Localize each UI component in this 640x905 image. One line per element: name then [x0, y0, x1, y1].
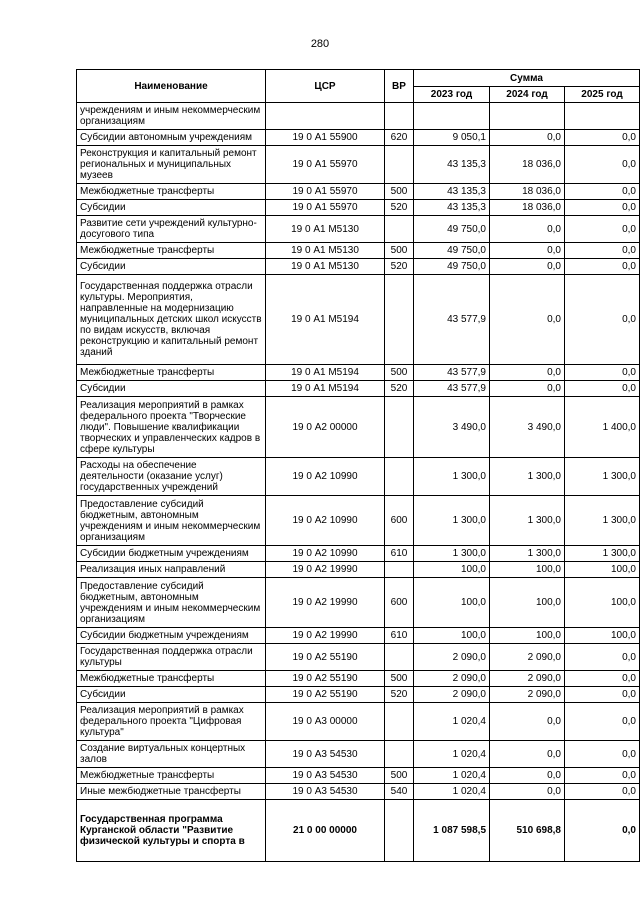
cell-vr: 610 [385, 628, 414, 644]
table-row [77, 644, 640, 671]
cell-2024: 1 300,0 [490, 496, 565, 546]
cell-2025: 0,0 [565, 741, 640, 768]
cell-name: Иные межбюджетные трансферты [77, 784, 266, 800]
cell-2023: 100,0 [414, 578, 490, 628]
cell-vr [385, 397, 414, 458]
cell-csr: 19 0 А1 55900 [266, 130, 385, 146]
cell-name: Межбюджетные трансферты [77, 365, 266, 381]
cell-2023: 43 577,9 [414, 365, 490, 381]
cell-2024: 0,0 [490, 275, 565, 365]
table-row [77, 546, 640, 562]
cell-2023: 1 020,4 [414, 768, 490, 784]
table-row [77, 671, 640, 687]
cell-name: Государственная поддержка отрасли культуры [77, 644, 266, 671]
cell-2025: 1 300,0 [565, 496, 640, 546]
page-number: 280 [310, 38, 330, 50]
cell-csr: 19 0 А2 19990 [266, 628, 385, 644]
cell-csr: 19 0 А1 М5130 [266, 216, 385, 243]
cell-vr [385, 216, 414, 243]
cell-2024: 0,0 [490, 216, 565, 243]
table-row [77, 628, 640, 644]
cell-2023: 1 300,0 [414, 458, 490, 496]
header-vr: ВР [385, 70, 414, 103]
cell-2024: 100,0 [490, 562, 565, 578]
table-row [77, 200, 640, 216]
cell-csr: 19 0 А2 19990 [266, 578, 385, 628]
cell-2024: 18 036,0 [490, 146, 565, 184]
table-row [77, 259, 640, 275]
cell-name: Развитие сети учреждений культурно-досугового типа [77, 216, 266, 243]
table-row [77, 146, 640, 184]
cell-name: Реализация иных направлений [77, 562, 266, 578]
cell-2025: 0,0 [565, 243, 640, 259]
cell-vr: 520 [385, 200, 414, 216]
cell-vr: 500 [385, 671, 414, 687]
cell-2024: 0,0 [490, 703, 565, 741]
cell-2024: 0,0 [490, 259, 565, 275]
table-row [77, 130, 640, 146]
cell-vr [385, 458, 414, 496]
cell-2025: 100,0 [565, 578, 640, 628]
cell-2024: 0,0 [490, 243, 565, 259]
table-row [77, 741, 640, 768]
cell-2025: 0,0 [565, 703, 640, 741]
cell-2023: 49 750,0 [414, 243, 490, 259]
cell-csr: 19 0 А3 54530 [266, 768, 385, 784]
cell-vr: 520 [385, 687, 414, 703]
cell-2023: 49 750,0 [414, 216, 490, 243]
cell-name: Межбюджетные трансферты [77, 243, 266, 259]
cell-2023: 49 750,0 [414, 259, 490, 275]
cell-csr: 21 0 00 00000 [266, 800, 385, 862]
cell-2023: 3 490,0 [414, 397, 490, 458]
cell-name: Государственная программа Курганской области "Развитие физической культуры и спорта в [77, 800, 266, 862]
cell-2024: 0,0 [490, 768, 565, 784]
cell-2023: 1 020,4 [414, 741, 490, 768]
cell-name: Субсидии [77, 687, 266, 703]
cell-vr: 520 [385, 259, 414, 275]
table-row [77, 365, 640, 381]
cell-vr [385, 741, 414, 768]
cell-vr [385, 562, 414, 578]
cell-vr: 500 [385, 184, 414, 200]
table-body [77, 103, 640, 862]
cell-name: Предоставление субсидий бюджетным, автономным учреждениям и иным некоммерческим организациям [77, 496, 266, 546]
cell-2024 [490, 103, 565, 130]
cell-csr: 19 0 А1 55970 [266, 184, 385, 200]
cell-name: Субсидии [77, 259, 266, 275]
cell-2024: 2 090,0 [490, 671, 565, 687]
table-row [77, 578, 640, 628]
cell-vr: 500 [385, 365, 414, 381]
cell-2025: 0,0 [565, 184, 640, 200]
table-row [77, 397, 640, 458]
cell-2024: 0,0 [490, 365, 565, 381]
cell-csr: 19 0 А2 10990 [266, 546, 385, 562]
cell-name: Межбюджетные трансферты [77, 184, 266, 200]
cell-2023: 100,0 [414, 562, 490, 578]
cell-2025: 1 300,0 [565, 458, 640, 496]
cell-2023: 43 135,3 [414, 146, 490, 184]
cell-name: Субсидии бюджетным учреждениям [77, 628, 266, 644]
cell-vr [385, 800, 414, 862]
cell-2025: 100,0 [565, 562, 640, 578]
header-name: Наименование [77, 70, 266, 103]
cell-csr [266, 103, 385, 130]
cell-2025: 0,0 [565, 259, 640, 275]
cell-2023: 43 135,3 [414, 184, 490, 200]
cell-2023: 1 020,4 [414, 784, 490, 800]
cell-name: Создание виртуальных концертных залов [77, 741, 266, 768]
cell-vr [385, 275, 414, 365]
cell-2025: 0,0 [565, 768, 640, 784]
table-row [77, 216, 640, 243]
table-row [77, 103, 640, 130]
cell-2023 [414, 103, 490, 130]
cell-2023: 1 300,0 [414, 496, 490, 546]
cell-csr: 19 0 А2 10990 [266, 458, 385, 496]
cell-2025: 0,0 [565, 784, 640, 800]
cell-2025: 0,0 [565, 365, 640, 381]
cell-vr [385, 103, 414, 130]
cell-vr: 600 [385, 578, 414, 628]
table-row [77, 275, 640, 365]
cell-2024: 100,0 [490, 578, 565, 628]
table-row [77, 703, 640, 741]
cell-name: Межбюджетные трансферты [77, 768, 266, 784]
cell-2025: 0,0 [565, 800, 640, 862]
cell-2024: 1 300,0 [490, 458, 565, 496]
cell-2023: 2 090,0 [414, 644, 490, 671]
cell-name: Реализация мероприятий в рамках федерального проекта "Творческие люди". Повышение квалификации творческих и управленческих кадров в сфере культуры [77, 397, 266, 458]
cell-csr: 19 0 А2 55190 [266, 687, 385, 703]
cell-csr: 19 0 А3 54530 [266, 784, 385, 800]
cell-name: Межбюджетные трансферты [77, 671, 266, 687]
cell-2025: 0,0 [565, 130, 640, 146]
cell-csr: 19 0 А1 55970 [266, 146, 385, 184]
cell-2023: 1 020,4 [414, 703, 490, 741]
cell-2023: 43 135,3 [414, 200, 490, 216]
header-sum: Сумма [414, 70, 640, 87]
cell-csr: 19 0 А2 10990 [266, 496, 385, 546]
cell-2025: 0,0 [565, 381, 640, 397]
cell-name: Субсидии автономным учреждениям [77, 130, 266, 146]
table-row [77, 243, 640, 259]
table-row [77, 800, 640, 862]
cell-name: Государственная поддержка отрасли культуры. Мероприятия, направленные на модернизацию муниципальных детских школ искусств по видам искусств, включая реконструкцию и капитальный ремонт зданий [77, 275, 266, 365]
cell-csr: 19 0 А1 55970 [266, 200, 385, 216]
cell-vr [385, 703, 414, 741]
cell-vr: 500 [385, 243, 414, 259]
table-row [77, 184, 640, 200]
cell-2024: 1 300,0 [490, 546, 565, 562]
cell-csr: 19 0 А1 М5130 [266, 259, 385, 275]
cell-2025: 0,0 [565, 687, 640, 703]
cell-csr: 19 0 А2 19990 [266, 562, 385, 578]
cell-csr: 19 0 А2 55190 [266, 644, 385, 671]
table-row [77, 496, 640, 546]
cell-2024: 0,0 [490, 784, 565, 800]
cell-name: Реализация мероприятий в рамках федерального проекта "Цифровая культура" [77, 703, 266, 741]
cell-2024: 18 036,0 [490, 200, 565, 216]
cell-name: Субсидии [77, 200, 266, 216]
header-2024: 2024 год [490, 87, 565, 103]
cell-csr: 19 0 А2 00000 [266, 397, 385, 458]
cell-vr: 540 [385, 784, 414, 800]
cell-2023: 100,0 [414, 628, 490, 644]
cell-2024: 100,0 [490, 628, 565, 644]
header-csr: ЦСР [266, 70, 385, 103]
cell-2024: 510 698,8 [490, 800, 565, 862]
cell-2024: 0,0 [490, 741, 565, 768]
table-row [77, 381, 640, 397]
cell-2024: 2 090,0 [490, 687, 565, 703]
budget-table [76, 69, 640, 862]
cell-2025: 1 400,0 [565, 397, 640, 458]
cell-vr [385, 644, 414, 671]
cell-name: Расходы на обеспечение деятельности (оказание услуг) государственных учреждений [77, 458, 266, 496]
cell-csr: 19 0 А2 55190 [266, 671, 385, 687]
cell-2024: 0,0 [490, 130, 565, 146]
cell-csr: 19 0 А3 54530 [266, 741, 385, 768]
cell-2024: 0,0 [490, 381, 565, 397]
cell-2023: 43 577,9 [414, 275, 490, 365]
cell-name: Реконструкция и капитальный ремонт региональных и муниципальных музеев [77, 146, 266, 184]
cell-2023: 9 050,1 [414, 130, 490, 146]
cell-2025: 0,0 [565, 146, 640, 184]
cell-name: учреждениям и иным некоммерческим организациям [77, 103, 266, 130]
table-row [77, 784, 640, 800]
cell-csr: 19 0 А1 М5130 [266, 243, 385, 259]
cell-2023: 1 300,0 [414, 546, 490, 562]
cell-csr: 19 0 А1 М5194 [266, 365, 385, 381]
cell-2025: 0,0 [565, 644, 640, 671]
cell-2023: 43 577,9 [414, 381, 490, 397]
cell-name: Субсидии [77, 381, 266, 397]
cell-csr: 19 0 А1 М5194 [266, 275, 385, 365]
table-row [77, 562, 640, 578]
header-2023: 2023 год [414, 87, 490, 103]
cell-2025 [565, 103, 640, 130]
cell-vr: 500 [385, 768, 414, 784]
cell-2024: 2 090,0 [490, 644, 565, 671]
cell-2023: 2 090,0 [414, 671, 490, 687]
cell-vr: 620 [385, 130, 414, 146]
cell-2024: 18 036,0 [490, 184, 565, 200]
cell-csr: 19 0 А1 М5194 [266, 381, 385, 397]
cell-2025: 0,0 [565, 671, 640, 687]
cell-csr: 19 0 А3 00000 [266, 703, 385, 741]
cell-2023: 2 090,0 [414, 687, 490, 703]
table-row [77, 768, 640, 784]
cell-name: Субсидии бюджетным учреждениям [77, 546, 266, 562]
header-2025: 2025 год [565, 87, 640, 103]
cell-2025: 0,0 [565, 275, 640, 365]
cell-vr: 610 [385, 546, 414, 562]
cell-2025: 100,0 [565, 628, 640, 644]
cell-2025: 1 300,0 [565, 546, 640, 562]
cell-2025: 0,0 [565, 216, 640, 243]
cell-2025: 0,0 [565, 200, 640, 216]
cell-vr: 520 [385, 381, 414, 397]
table-row [77, 458, 640, 496]
table-row [77, 687, 640, 703]
cell-2023: 1 087 598,5 [414, 800, 490, 862]
cell-2024: 3 490,0 [490, 397, 565, 458]
cell-vr [385, 146, 414, 184]
cell-vr: 600 [385, 496, 414, 546]
cell-name: Предоставление субсидий бюджетным, автономным учреждениям и иным некоммерческим организациям [77, 578, 266, 628]
